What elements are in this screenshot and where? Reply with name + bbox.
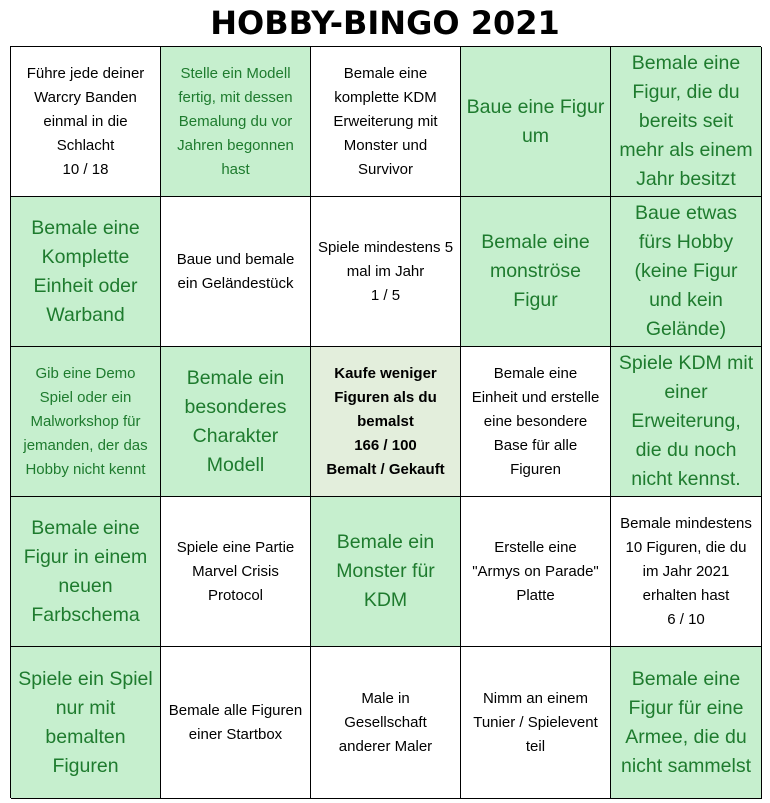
bingo-cell: Bemale eine komplette KDM Erweiterung mit Monster und Survivor: [311, 47, 461, 197]
bingo-cell: Baue eine Figur um: [461, 47, 611, 197]
bingo-cell: Bemale eine Figur für eine Armee, die du nicht sammelst: [611, 647, 762, 799]
bingo-cell: Bemale eine Figur, die du bereits seit mehr als einem Jahr besitzt: [611, 47, 762, 197]
bingo-cell: Male in Gesellschaft anderer Maler: [311, 647, 461, 799]
bingo-grid: [10, 46, 761, 798]
bingo-cell: Spiele mindestens 5 mal im Jahr 1 / 5: [311, 197, 461, 347]
bingo-cell: Gib eine Demo Spiel oder ein Malworkshop für jemanden, der das Hobby nicht kennt: [11, 347, 161, 497]
bingo-cell: Bemale mindestens 10 Figuren, die du im Jahr 2021 erhalten hast 6 / 10: [611, 497, 762, 647]
bingo-cell: Bemale eine Figur in einem neuen Farbschema: [11, 497, 161, 647]
page-title: HOBBY-BINGO 2021: [210, 4, 560, 42]
bingo-cell: Bemale ein Monster für KDM: [311, 497, 461, 647]
bingo-cell: Baue etwas fürs Hobby (keine Figur und kein Gelände): [611, 197, 762, 347]
bingo-cell: Baue und bemale ein Geländestück: [161, 197, 311, 347]
bingo-cell: Stelle ein Modell fertig, mit dessen Bemalung du vor Jahren begonnen hast: [161, 47, 311, 197]
bingo-cell: Bemale ein besonderes Charakter Modell: [161, 347, 311, 497]
bingo-cell: Bemale alle Figuren einer Startbox: [161, 647, 311, 799]
bingo-cell: Bemale eine Einheit und erstelle eine besondere Base für alle Figuren: [461, 347, 611, 497]
bingo-cell: Spiele eine Partie Marvel Crisis Protocol: [161, 497, 311, 647]
bingo-cell: Spiele KDM mit einer Erweiterung, die du noch nicht kennst.: [611, 347, 762, 497]
bingo-cell: Bemale eine monströse Figur: [461, 197, 611, 347]
bingo-cell: Bemale eine Komplette Einheit oder Warband: [11, 197, 161, 347]
bingo-center-cell: Kaufe weniger Figuren als du bemalst 166 / 100 Bemalt / Gekauft: [311, 347, 461, 497]
bingo-cell: Erstelle eine "Armys on Parade" Platte: [461, 497, 611, 647]
bingo-cell: Spiele ein Spiel nur mit bemalten Figuren: [11, 647, 161, 799]
bingo-cell: Führe jede deiner Warcry Banden einmal in die Schlacht 10 / 18: [11, 47, 161, 197]
bingo-cell: Nimm an einem Tunier / Spielevent teil: [461, 647, 611, 799]
